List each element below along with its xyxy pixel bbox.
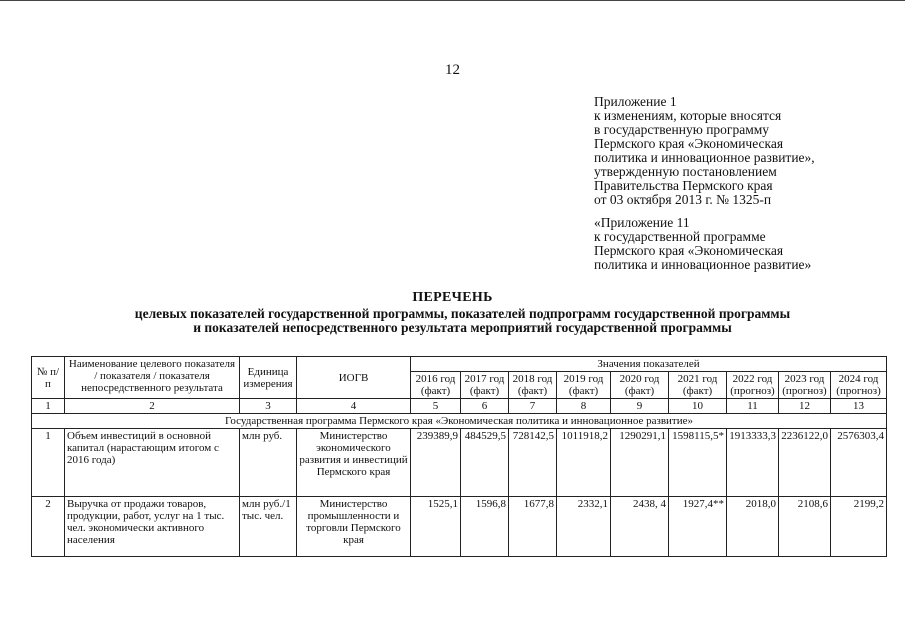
column-number: 1 [32,399,65,414]
row-value: 728142,5 [509,429,557,497]
row-value: 1290291,1 [611,429,669,497]
column-number: 4 [297,399,411,414]
column-number: 11 [727,399,779,414]
appendix-1-line: Правительства Пермского края [594,178,773,193]
row-num: 2 [32,497,65,557]
row-value: 2332,1 [557,497,611,557]
column-number: 13 [831,399,887,414]
table-row [32,429,887,497]
column-number: 7 [509,399,557,414]
row-value: 239389,9 [411,429,461,497]
header-year: 2019 год (факт) [557,372,611,399]
header-row-1 [32,357,887,372]
row-iogv: Министерство экономического развития и инвестиций Пермского края [297,429,411,497]
row-value: 1677,8 [509,497,557,557]
appendix-1-line: утвержденную постановлением [594,164,777,179]
header-values-group: Значения показателей [411,357,887,372]
section-row [32,414,887,429]
row-value: 2199,2 [831,497,887,557]
document-subtitle [20,307,905,335]
page-number: 12 [445,62,460,78]
header-name: Наименование целевого показателя / показателя / показателя непосредственного результата [65,357,240,399]
top-border-line [0,0,905,1]
indicators-table [31,356,887,557]
table-row [32,497,887,557]
header-year: 2020 год (факт) [611,372,669,399]
document-title: ПЕРЕЧЕНЬ [412,290,493,305]
header-iogv: ИОГВ [297,357,411,399]
header-year: 2018 год (факт) [509,372,557,399]
column-numbers-row [32,399,887,414]
row-value: 484529,5 [461,429,509,497]
appendix-11-line: политика и инновационное развитие» [594,257,812,272]
row-value: 2236122,0 [779,429,831,497]
appendix-1-line: к изменениям, которые вносятся [594,108,782,123]
header-year: 2023 год (прогноз) [779,372,831,399]
row-name: Выручка от продажи товаров, продукции, работ, услуг на 1 тыс. чел. экономически активного населения [65,497,240,557]
column-number: 12 [779,399,831,414]
row-value: 1525,1 [411,497,461,557]
appendix-11-line: «Приложение 11 [594,215,690,230]
column-number: 6 [461,399,509,414]
header-year: 2021 год (факт) [669,372,727,399]
row-value: 1598115,5* [669,429,727,497]
appendix-1-line: от 03 октября 2013 г. № 1325-п [594,192,772,207]
row-value: 1927,4** [669,497,727,557]
row-unit: млн руб. [240,429,297,497]
header-year: 2016 год (факт) [411,372,461,399]
row-value: 2018,0 [727,497,779,557]
row-value: 2108,6 [779,497,831,557]
appendix-1-block [594,95,894,207]
row-value: 2438, 4 [611,497,669,557]
column-number: 3 [240,399,297,414]
appendix-1-line: в государственную программу [594,122,770,137]
column-number: 2 [65,399,240,414]
row-value: 1913333,3 [727,429,779,497]
column-number: 5 [411,399,461,414]
column-number: 9 [611,399,669,414]
row-value: 1011918,2 [557,429,611,497]
appendix-11-line: к государственной программе [594,229,766,244]
row-num: 1 [32,429,65,497]
appendix-1-line: Пермского края «Экономическая [594,136,784,151]
appendix-1-line: политика и инновационное развитие», [594,150,815,165]
row-name: Объем инвестиций в основной капитал (нарастающим итогом с 2016 года) [65,429,240,497]
row-value: 1596,8 [461,497,509,557]
section-title: Государственная программа Пермского края «Экономическая политика и инновационное развитие» [32,414,887,429]
appendix-11-block [594,216,894,272]
appendix-11-line: Пермского края «Экономическая [594,243,784,258]
appendix-1-line: Приложение 1 [594,94,677,109]
subtitle-line: и показателей непосредственного результата мероприятий государственной программы [193,320,732,335]
column-number: 8 [557,399,611,414]
row-value: 2576303,4 [831,429,887,497]
column-number: 10 [669,399,727,414]
header-year: 2022 год (прогноз) [727,372,779,399]
row-iogv: Министерство промышленности и торговли Пермского края [297,497,411,557]
header-year: 2017 год (факт) [461,372,509,399]
header-unit: Единица измерения [240,357,297,399]
row-unit: млн руб./1 тыс. чел. [240,497,297,557]
subtitle-line: целевых показателей государственной программы, показателей подпрограмм государственной программы [134,306,791,321]
header-year: 2024 год (прогноз) [831,372,887,399]
header-num: № п/п [32,357,65,399]
